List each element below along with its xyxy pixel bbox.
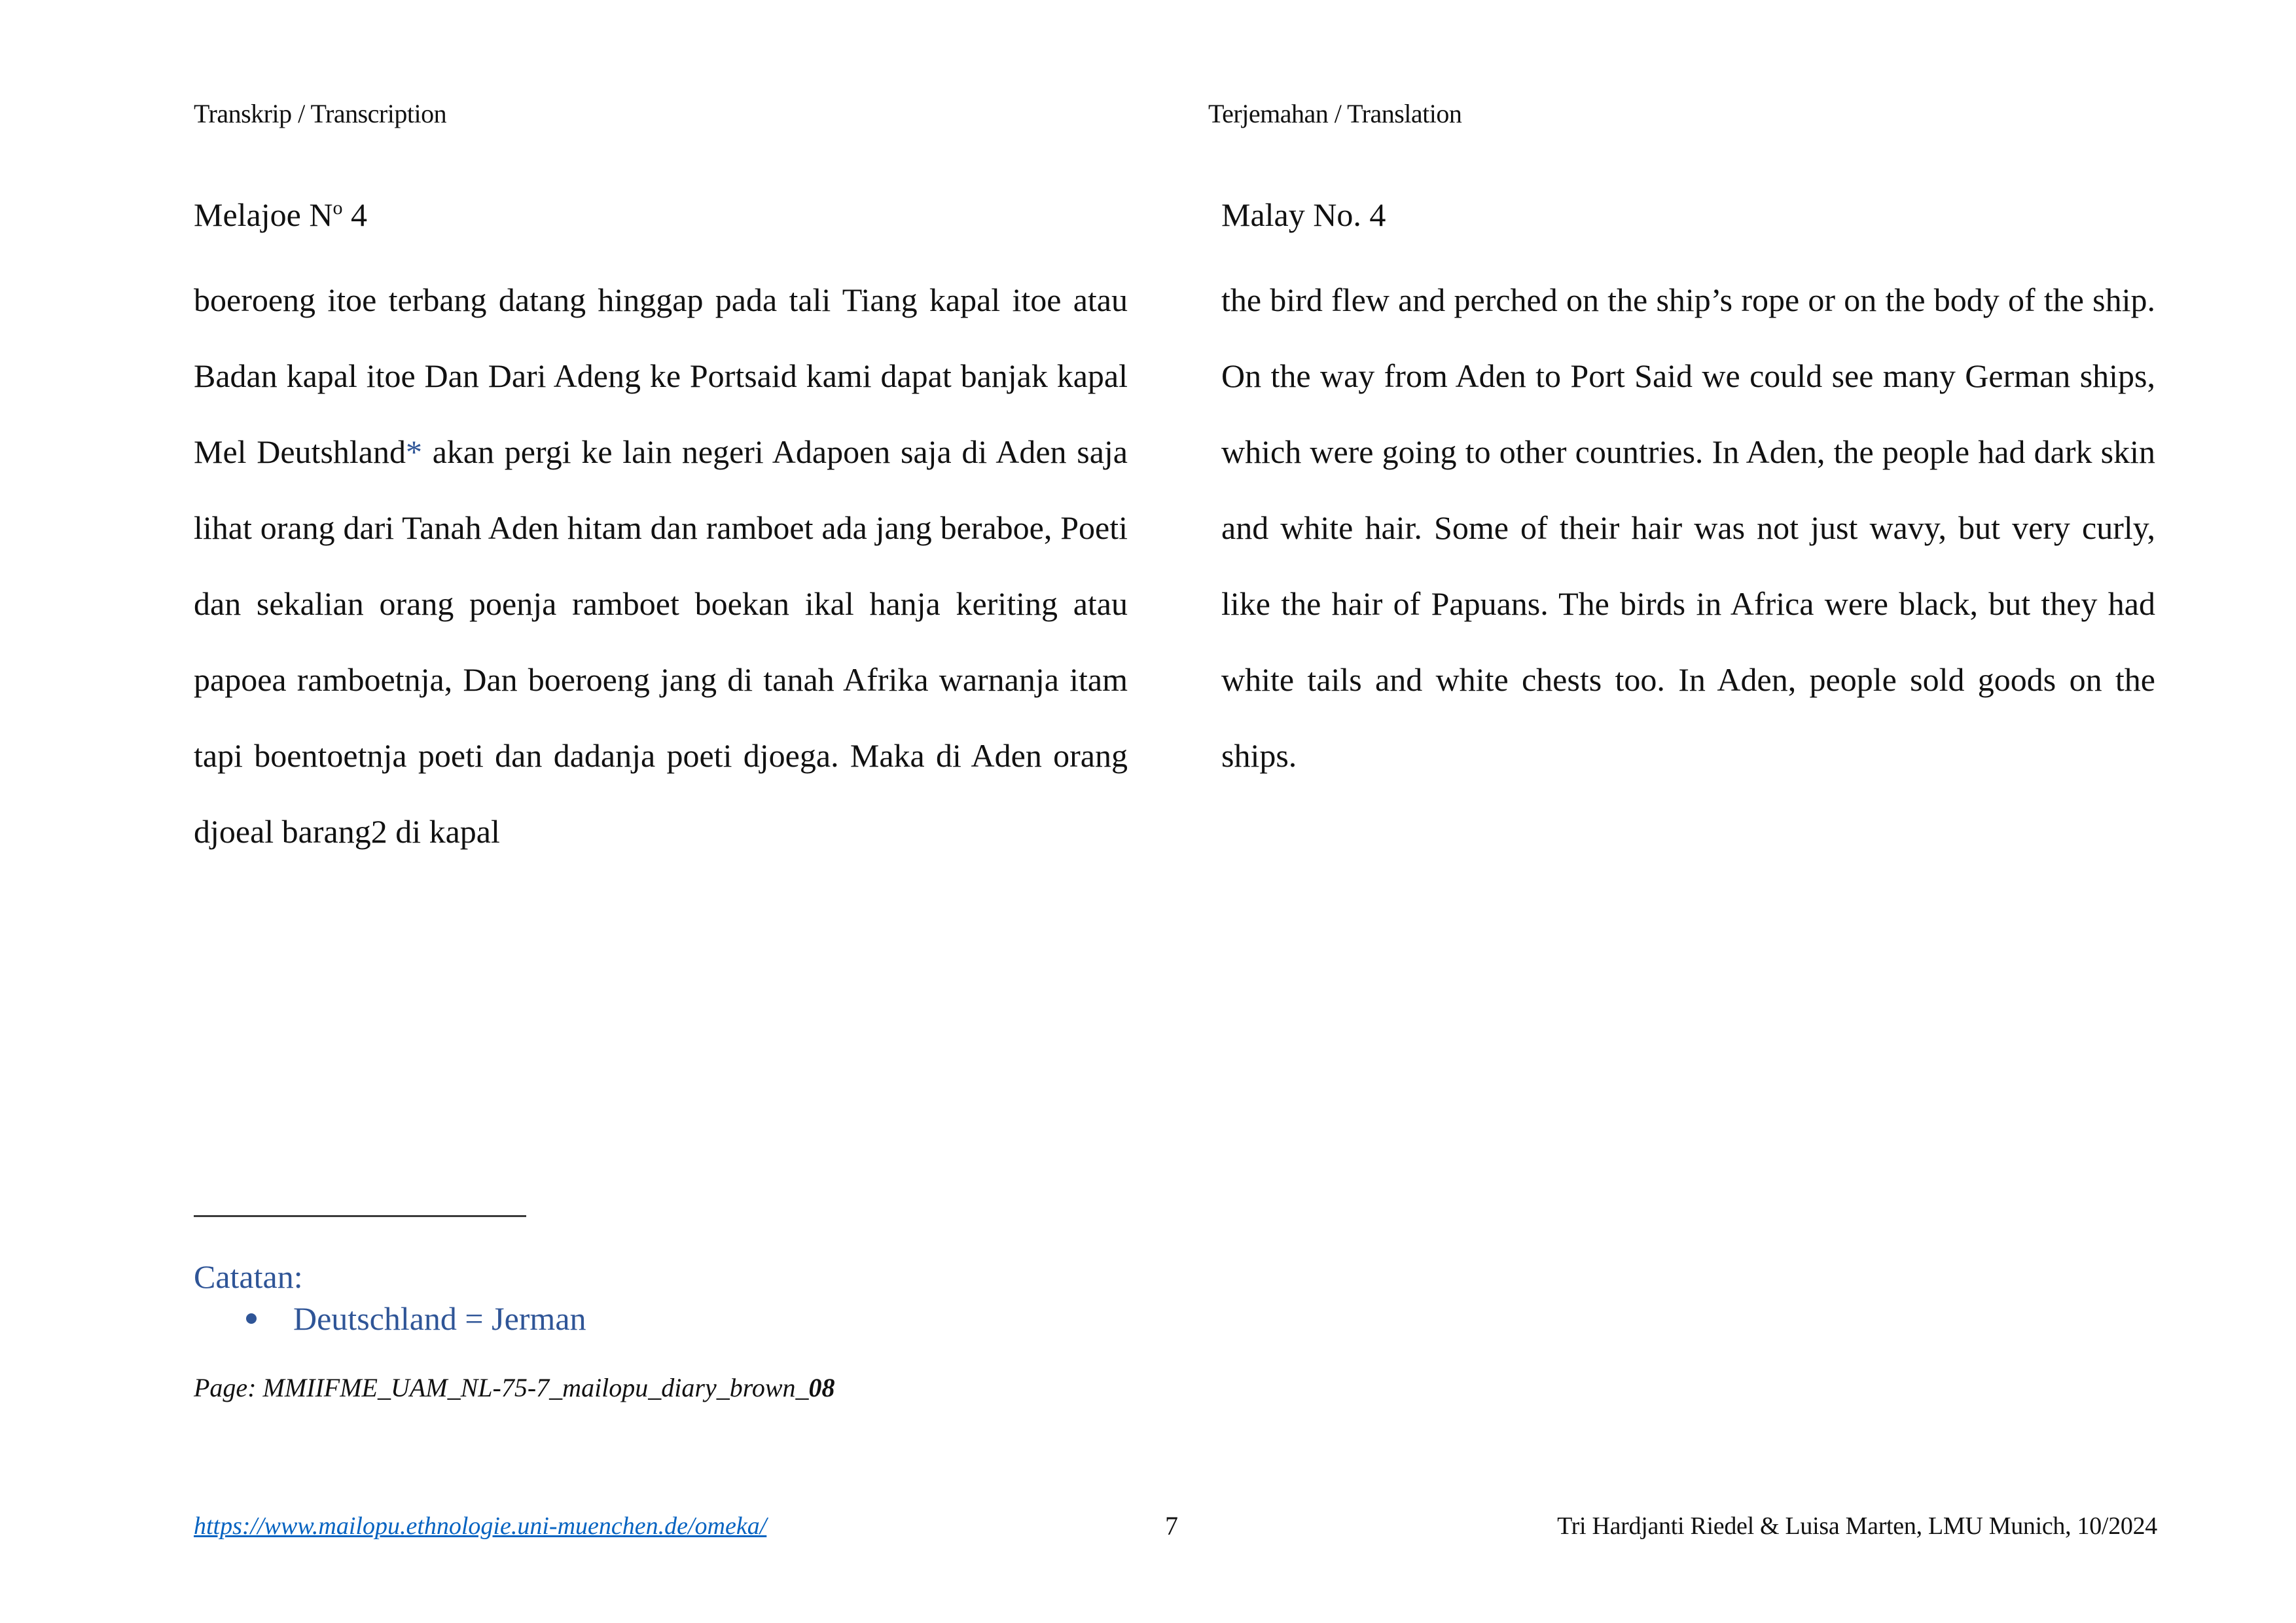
transcription-heading-text: Melajoe N bbox=[194, 196, 333, 233]
translation-heading: Malay No. 4 bbox=[1221, 196, 1386, 233]
notes-list bbox=[194, 1298, 1045, 1340]
translation-body: the bird flew and perched on the ship’s rope or on the body of the ship. On the way from Aden to Port Said we could see many German ships, which were going to other countries. In Aden, the people had dark skin and white hair. Some of their hair was not just wavy, but very curly, like the hair of Papuans. The birds in Africa were black, but they had white tails and white chests too. In Aden, people sold goods on the ships. bbox=[1221, 282, 2155, 774]
notes-title: Catatan: bbox=[194, 1258, 303, 1295]
page-reference bbox=[194, 1371, 835, 1405]
header-transcription-label: Transkrip / Transcription bbox=[194, 99, 447, 128]
page-reference-prefix: Page: MMIIFME_UAM_NL-75-7_mailopu_diary_brown_ bbox=[194, 1373, 809, 1402]
footer-credit: Tri Hardjanti Riedel & Luisa Marten, LMU Munich, 10/2024 bbox=[1557, 1512, 2157, 1540]
list-item bbox=[194, 1298, 1045, 1340]
transcription-heading bbox=[194, 194, 1128, 236]
notes-section bbox=[194, 1256, 1045, 1340]
transcription-heading-superscript: o bbox=[332, 197, 343, 219]
footnote-marker: * bbox=[405, 433, 422, 470]
transcription-heading-number: 4 bbox=[342, 196, 367, 233]
transcription-text-part-2: akan pergi ke lain negeri Adapoen saja di Aden saja lihat orang dari Tanah Aden hitam dan ramboet ada jang beraboe, Poeti dan sekalian orang poenja ramboet boekan ikal hanja keriting atau papoea ramboetnja, Dan boeroeng jang di tanah Afrika warnanja itam tapi boentoetnja poeti dan dadanja poeti djoega. Maka di Aden orang djoeal barang2 di kapal bbox=[194, 433, 1128, 850]
bullet-icon bbox=[246, 1313, 257, 1324]
note-text: Deutschland = Jerman bbox=[293, 1300, 586, 1337]
transcription-column bbox=[194, 194, 1128, 869]
page-reference-number: 08 bbox=[808, 1373, 835, 1402]
transcription-body bbox=[194, 262, 1128, 869]
translation-column bbox=[1221, 194, 2155, 793]
header-translation-label: Terjemahan / Translation bbox=[1208, 99, 1462, 128]
page-number: 7 bbox=[1165, 1511, 1178, 1541]
footnote-separator bbox=[194, 1215, 526, 1217]
footer-url-link[interactable]: https://www.mailopu.ethnologie.uni-muenchen.de/omeka/ bbox=[194, 1512, 767, 1540]
transcription-text-part-1: boeroeng itoe terbang datang hinggap pada tali Tiang kapal itoe atau Badan kapal itoe Dan Dari Adeng ke Portsaid kami dapat banjak kapal Mel Deutshland bbox=[194, 282, 1128, 470]
